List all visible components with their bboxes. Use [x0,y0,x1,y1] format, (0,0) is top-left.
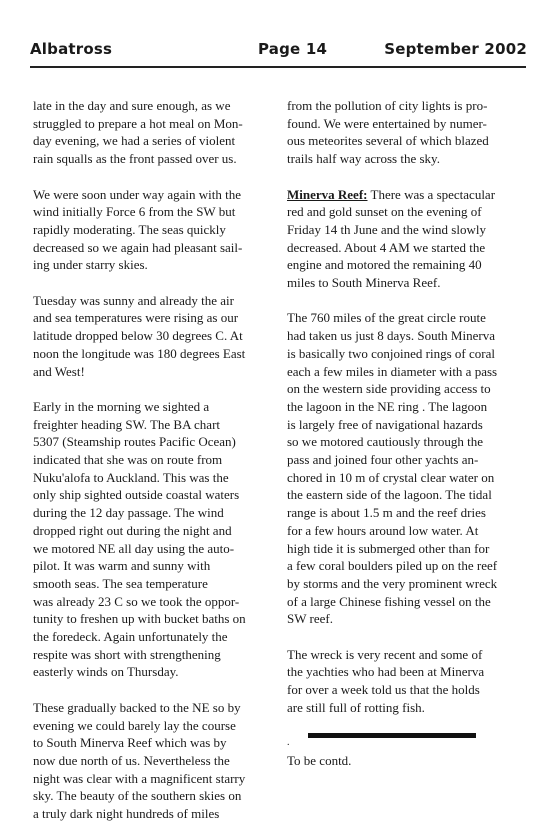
paragraph [33,292,273,381]
text-line: indicated that she was on route from [33,452,223,468]
text-line: miles to South Minerva Reef. [287,275,441,291]
text-line: to South Minerva Reef which was by [33,735,227,751]
text-line: dropped right out during the night and [33,522,232,538]
text-line: is largely free of navigational hazards [287,416,483,432]
text-line: on the western side providing access to [287,381,491,397]
text-line: of a large Chinese fishing vessel on the [287,593,491,609]
text-line: so we motored cautiously through the [287,434,484,450]
text-line: wind initially Force 6 from the SW but [33,204,236,220]
text-line: To be contd. [287,752,352,768]
issue-date: September 2002 [384,40,527,58]
text-line: Early in the morning we sighted a [33,398,210,414]
end-of-article-bar [308,733,476,738]
text-line: decreased so we again had pleasant sail- [33,239,243,255]
text-line: was already 23 C so we took the oppor- [33,593,240,609]
text-line: and West! [33,363,85,379]
text-line: by storms and the very prominent wreck [287,575,498,591]
closing-note [287,752,521,770]
text-line: night was clear with a magnificent starry [33,770,246,786]
text-line: rain squalls as the front passed over us. [33,151,237,167]
text-line: 5307 (Steamship routes Pacific Ocean) [33,434,236,450]
paragraph [287,646,521,717]
text-line: evening we could barely lay the course [33,717,236,733]
text-line: rapidly moderating. The seas quickly [33,221,226,237]
paragraph [33,186,273,275]
text-line: chored in 10 m of crystal clear water on [287,469,495,485]
paragraph-intro [287,97,521,168]
text-line: smooth seas. The sea temperature [33,575,208,591]
text-line: SW reef. [287,611,333,627]
paragraph [33,398,273,681]
text-line: engine and motored the remaining 40 [287,257,482,273]
text-line: Tuesday was sunny and already the air [33,292,234,308]
text-line: easterly winds on Thursday. [33,664,179,680]
text-line: only ship sighted outside coastal waters [33,487,240,503]
text-line: freighter heading SW. The BA chart [33,416,221,432]
left-column [33,97,273,840]
text-line: had taken us just 8 days. South Minerva [287,328,495,344]
right-column [287,97,521,787]
text-line: for a few hours around low water. At [287,522,479,538]
text-line: for over a week told us that the holds [287,682,480,698]
section-heading-minerva-reef: Minerva Reef: [287,186,368,202]
text-line: the foredeck. Again unfortunately the [33,629,228,645]
text-line: red and gold sunset on the evening of [287,204,482,220]
text-line [287,186,521,204]
text-line: each a few miles in diameter with a pass [287,363,498,379]
text-line: a truly dark night hundreds of miles [33,806,220,822]
text-line: Friday 14 th June and the wind slowly [287,221,486,237]
header-rule [30,66,526,68]
newsletter-title: Albatross [30,40,113,58]
paragraph [33,699,273,823]
text-line: These gradually backed to the NE so by [33,699,241,715]
text-line: latitude dropped below 30 degrees C. At [33,328,243,344]
text-line: pass and joined four other yachts an- [287,452,479,468]
page-number: Page 14 [258,40,328,58]
text-line: respite was short with strengthening [33,646,221,662]
text-line: The wreck is very recent and some of [287,646,483,662]
paragraph [287,309,521,628]
text-line: now due north of us. Nevertheless the [33,752,230,768]
stray-mark: . [287,737,290,749]
text-line: trails half way across the sky. [287,151,440,167]
text-line: during the 12 day passage. The wind [33,505,224,521]
text-line: the eastern side of the lagoon. The tidal [287,487,492,503]
text-line: a few coral boulders piled up on the reef [287,558,498,574]
page-header [0,0,553,70]
text-line: day evening, we had a series of violent [33,133,236,149]
text-line: noon the longitude was 180 degrees East [33,345,246,361]
text-line: struggled to prepare a hot meal on Mon- [33,115,243,131]
text-line: range is about 1.5 m and the reef dries [287,505,486,521]
text-fragment: There was a spectacular [367,186,496,202]
text-line: found. We were entertained by numer- [287,115,487,131]
text-line: decreased. About 4 AM we started the [287,239,486,255]
text-line: the lagoon in the NE ring . The lagoon [287,398,488,414]
text-line: Nuku'alofa to Auckland. This was the [33,469,229,485]
text-line: The 760 miles of the great circle route [287,310,486,326]
text-line: we motored NE all day using the auto- [33,540,235,556]
text-line: late in the day and sure enough, as we [33,98,231,113]
text-line: pilot. It was warm and sunny with [33,558,211,574]
text-line: high tide it is submerged other than for [287,540,490,556]
paragraph-minerva-reef [287,186,521,292]
paragraph [33,97,273,168]
text-line: sky. The beauty of the southern skies on [33,788,242,804]
text-line: ous meteorites several of which blazed [287,133,489,149]
text-line: and sea temperatures were rising as our [33,310,239,326]
text-line: is basically two conjoined rings of coral [287,345,495,361]
text-line: tunity to freshen up with bucket baths on [33,611,246,627]
text-line: the yachties who had been at Minerva [287,664,485,680]
text-line: are still full of rotting fish. [287,699,425,715]
text-line: ing under starry skies. [33,257,148,273]
text-line: We were soon under way again with the [33,186,241,202]
text-line: from the pollution of city lights is pro- [287,98,488,113]
